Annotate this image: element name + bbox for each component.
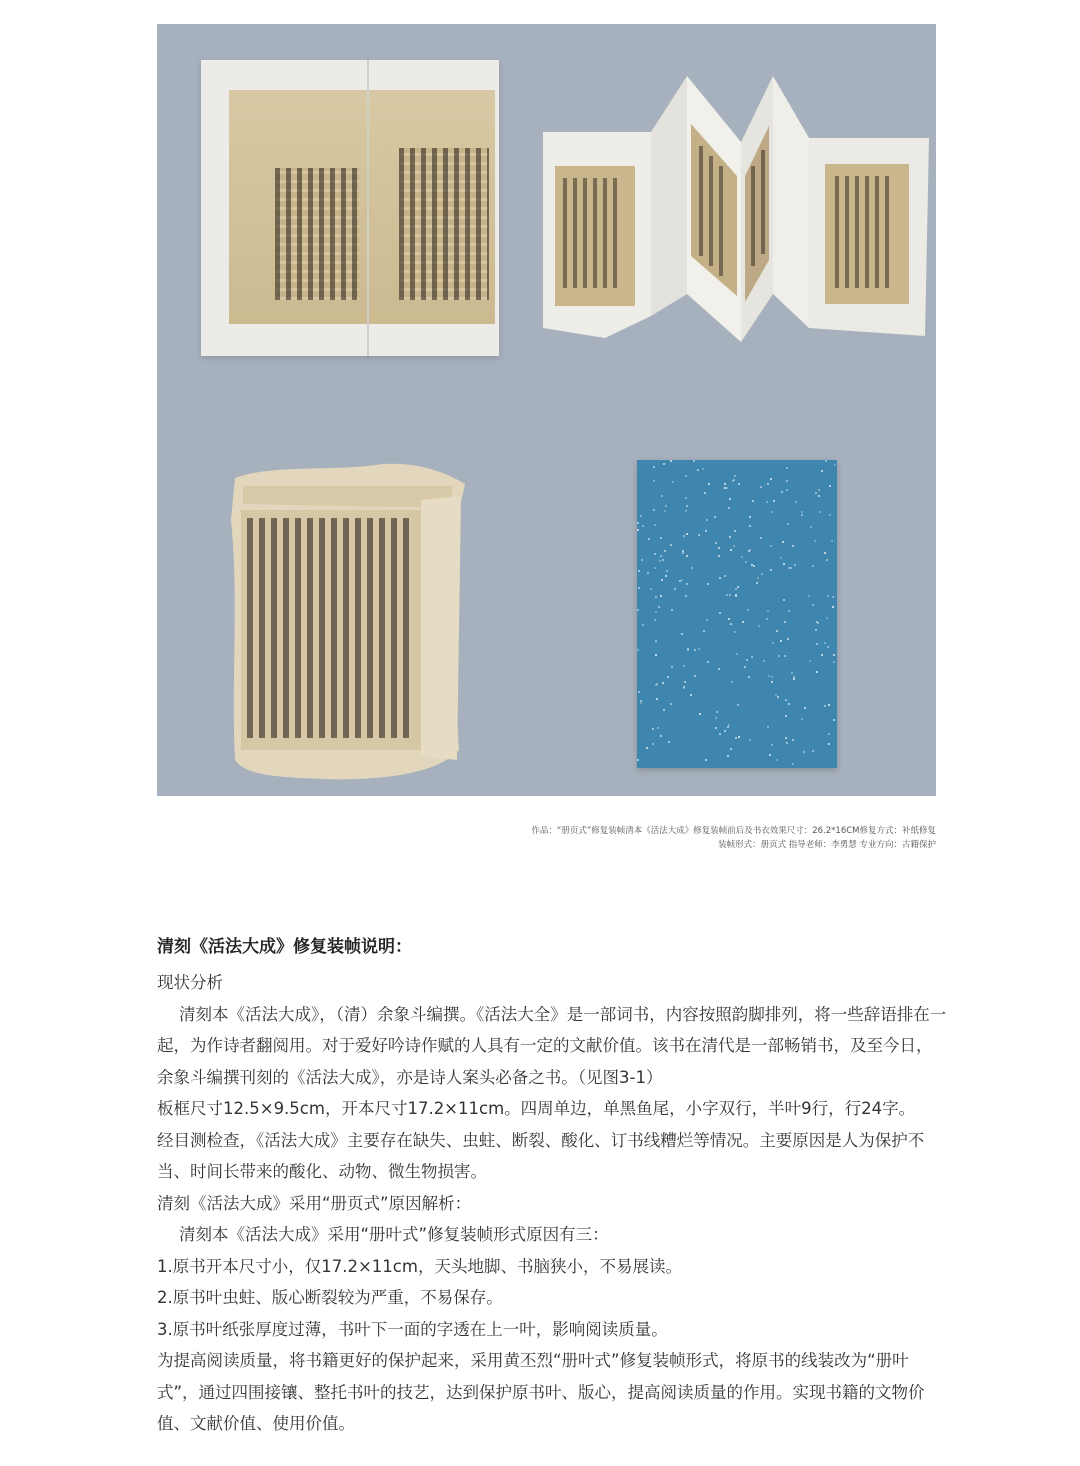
cover-speckle xyxy=(827,646,829,648)
cover-speckle xyxy=(653,466,655,468)
cover-speckle xyxy=(773,500,775,502)
cover-speckle xyxy=(768,675,770,677)
cover-speckle xyxy=(686,583,688,585)
cover-speckle xyxy=(760,537,762,539)
cover-speckle xyxy=(758,625,760,627)
cover-speckle xyxy=(685,510,687,512)
cover-speckle xyxy=(788,703,790,705)
cover-speckle xyxy=(656,698,658,700)
cover-speckle xyxy=(705,530,707,532)
cover-speckle xyxy=(734,631,736,633)
cover-speckle xyxy=(744,666,746,668)
cover-speckle xyxy=(745,561,747,563)
damaged-original-leaf-photo xyxy=(213,460,475,790)
cover-speckle xyxy=(824,642,826,644)
cover-speckle xyxy=(785,737,787,739)
cover-speckle xyxy=(752,500,754,502)
cover-speckle xyxy=(642,624,644,626)
cover-speckle xyxy=(748,676,750,678)
cover-speckle xyxy=(706,519,708,521)
cover-speckle xyxy=(792,545,794,547)
cover-speckle xyxy=(804,707,806,709)
cover-speckle xyxy=(659,560,661,562)
cover-speckle xyxy=(656,683,658,685)
cover-speckle xyxy=(801,511,803,513)
cover-speckle xyxy=(815,629,817,631)
cover-speckle xyxy=(637,522,639,524)
cover-speckle xyxy=(641,559,643,561)
cover-speckle xyxy=(741,556,743,558)
cover-speckle xyxy=(828,704,830,706)
reason-item-3: 3.原书叶纸张厚度过薄，书叶下一面的字透在上一叶，影响阅读质量。 xyxy=(157,1319,668,1339)
cover-speckle xyxy=(826,617,828,619)
cover-speckle xyxy=(749,739,751,741)
cover-speckle xyxy=(731,681,733,683)
cover-speckle xyxy=(664,510,666,512)
cover-speckle xyxy=(702,468,704,470)
cover-speckle xyxy=(658,606,660,608)
cover-speckle xyxy=(665,505,667,507)
cover-speckle xyxy=(655,611,657,613)
cover-speckle xyxy=(776,759,778,761)
caption-line-2: 装帧形式：册页式 指导老师：李勇慧 专业方向：古籍保护 xyxy=(718,840,936,850)
cover-speckle xyxy=(686,555,688,557)
cover-speckle xyxy=(767,726,769,728)
cover-speckle xyxy=(661,579,663,581)
cover-speckle xyxy=(770,545,772,547)
cover-speckle xyxy=(681,579,683,581)
cover-speckle xyxy=(812,750,814,752)
cover-speckle xyxy=(698,648,700,650)
cover-speckle xyxy=(670,460,672,462)
cover-speckle xyxy=(783,599,785,601)
cover-speckle xyxy=(686,505,688,507)
cover-speckle xyxy=(782,541,784,543)
cover-speckle xyxy=(660,537,662,539)
cover-speckle xyxy=(726,487,728,489)
cover-speckle xyxy=(801,718,803,720)
cover-speckle xyxy=(638,587,640,589)
cover-speckle xyxy=(638,691,640,693)
cover-speckle xyxy=(737,586,739,588)
cover-speckle xyxy=(829,485,831,487)
cover-speckle xyxy=(766,618,768,620)
cover-speckle xyxy=(655,640,657,642)
cover-speckle xyxy=(648,538,650,540)
cover-speckle xyxy=(642,525,644,527)
cover-speckle xyxy=(736,653,738,655)
photo-panel xyxy=(157,24,936,796)
cover-speckle xyxy=(808,595,810,597)
cover-speckle xyxy=(686,533,688,535)
cover-speckle xyxy=(703,630,705,632)
cover-speckle xyxy=(724,487,726,489)
cover-speckle xyxy=(771,744,773,746)
reason-item-1: 1.原书开本尺寸小，仅17.2×11cm，天头地脚、书脑狭小，不易展读。 xyxy=(157,1256,682,1276)
caption-line-1: 作品：“册页式”修复装帧清本《活法大成》修复装帧前后及书衣效果尺寸：26.2*16CM修复方式：补纸修复 xyxy=(531,826,936,836)
cover-speckle xyxy=(821,654,823,656)
cover-speckle xyxy=(655,596,657,598)
cover-speckle xyxy=(737,704,739,706)
cover-speckle xyxy=(749,516,751,518)
cover-speckle xyxy=(776,630,778,632)
cover-speckle xyxy=(784,621,786,623)
cover-speckle xyxy=(653,480,655,482)
cover-speckle xyxy=(671,666,673,668)
cover-speckle xyxy=(727,755,729,757)
cover-speckle xyxy=(694,675,696,677)
cover-speckle xyxy=(803,751,805,753)
cover-speckle xyxy=(728,507,730,509)
cover-speckle xyxy=(691,567,693,569)
cover-speckle xyxy=(833,654,835,656)
cover-speckle xyxy=(670,703,672,705)
cover-speckle xyxy=(824,552,826,554)
cover-speckle xyxy=(742,621,744,623)
cover-speckle xyxy=(640,702,642,704)
cover-speckle xyxy=(697,469,699,471)
cover-speckle xyxy=(816,643,818,645)
cover-speckle xyxy=(694,649,696,651)
cover-speckle xyxy=(665,575,667,577)
cover-speckle xyxy=(715,727,717,729)
cover-speckle xyxy=(832,606,834,608)
cover-speckle xyxy=(637,649,639,651)
cover-speckle xyxy=(726,594,728,596)
article-title: 清刻《活法大成》修复装帧说明： xyxy=(157,937,412,957)
cover-speckle xyxy=(698,534,700,536)
paragraph-inspection: 经目测检查，《活法大成》主要存在缺失、虫蛀、断裂、酸化、订书线糟烂等情况。主要原因是人为保护不当、时间长带来的酸化、动物、微生物损害。 xyxy=(157,1130,925,1181)
cover-speckle xyxy=(814,540,816,542)
cover-speckle xyxy=(783,563,785,565)
cover-speckle xyxy=(781,491,783,493)
cover-speckle xyxy=(792,739,794,741)
cover-speckle xyxy=(831,540,833,542)
cover-speckle xyxy=(672,481,674,483)
cover-speckle xyxy=(657,727,659,729)
cover-speckle xyxy=(809,660,811,662)
cover-speckle xyxy=(828,743,830,745)
cover-speckle xyxy=(654,567,656,569)
cover-speckle xyxy=(829,514,831,516)
cover-speckle xyxy=(724,483,726,485)
cover-speckle xyxy=(681,633,683,635)
cover-speckle xyxy=(792,763,794,765)
cover-speckle xyxy=(646,747,648,749)
cover-speckle xyxy=(746,659,748,661)
cover-speckle xyxy=(663,463,665,465)
cover-speckle xyxy=(753,565,755,567)
cover-speckle xyxy=(727,726,729,728)
cover-speckle xyxy=(683,535,685,537)
cover-speckle xyxy=(827,595,829,597)
cover-speckle xyxy=(763,660,765,662)
cover-speckle xyxy=(683,686,685,688)
cover-speckle xyxy=(769,754,771,756)
cover-speckle xyxy=(732,480,734,482)
cover-speckle xyxy=(826,559,828,561)
cover-speckle xyxy=(735,595,737,597)
cover-speckle xyxy=(810,526,812,528)
paragraph-intro: 清刻本《活法大成》，（清）余象斗编撰。《活法大全》是一部词书，内容按照韵脚排列，将一些辞语排在一起，为作诗者翻阅用。对于爱好吟诗作赋的人具有一定的文献价值。该书在清代是一部畅销书，及至今日，余象斗编撰刊刻的《活法大成》，亦是诗人案头必备之书。（见图3-1） xyxy=(157,1004,947,1087)
cover-speckle xyxy=(771,681,773,683)
cover-speckle xyxy=(647,572,649,574)
cover-speckle xyxy=(654,553,656,555)
cover-speckle xyxy=(693,460,695,462)
cover-speckle xyxy=(766,501,768,503)
section-heading-reason: 清刻《活法大成》采用“册页式”原因解析： xyxy=(157,1193,472,1213)
cover-speckle xyxy=(817,622,819,624)
cover-speckle xyxy=(699,713,701,715)
cover-speckle xyxy=(747,609,749,611)
paragraph-dimensions: 板框尺寸12.5×9.5cm，开本尺寸17.2×11cm。四周单边，单黑鱼尾，小字双行，半叶9行，行24字。 xyxy=(157,1099,916,1118)
cover-speckle xyxy=(818,495,820,497)
cover-speckle xyxy=(834,464,836,466)
cover-speckle xyxy=(734,530,736,532)
blue-cover-photo xyxy=(637,460,837,768)
cover-speckle xyxy=(788,567,790,569)
cover-speckle xyxy=(685,497,687,499)
cover-speckle xyxy=(654,524,656,526)
cover-speckle xyxy=(788,610,790,612)
cover-speckle xyxy=(730,748,732,750)
paragraph-conclusion: 为提高阅读质量，将书籍更好的保护起来，采用黄丕烈“册叶式”修复装帧形式，将原书的线装改为“册叶式”，通过四围接镶、整托书叶的技艺，达到保护原书叶、版心，提高阅读质量的作用。实现书籍的文物价值、文献价值、使用价值。 xyxy=(157,1351,925,1433)
cover-speckle xyxy=(790,567,792,569)
cover-speckle xyxy=(787,523,789,525)
cover-speckle xyxy=(707,661,709,663)
cover-speckle xyxy=(818,489,820,491)
cover-speckle xyxy=(638,570,640,572)
cover-speckle xyxy=(786,467,788,469)
cover-speckle xyxy=(824,705,826,707)
cover-speckle xyxy=(777,696,779,698)
restored-book-spread-photo xyxy=(201,60,499,356)
cover-speckle xyxy=(738,483,740,485)
cover-speckle xyxy=(786,742,788,744)
cover-speckle xyxy=(637,609,639,611)
cover-speckle xyxy=(772,642,774,644)
cover-speckle xyxy=(832,596,834,598)
cover-speckle xyxy=(816,671,818,673)
cover-speckle xyxy=(738,736,740,738)
cover-speckle xyxy=(780,557,782,559)
article xyxy=(157,934,947,1440)
cover-speckle xyxy=(786,480,788,482)
cover-speckle xyxy=(667,676,669,678)
paragraph-reasons-intro: 清刻本《活法大成》采用“册叶式”修复装帧形式原因有三： xyxy=(179,1225,609,1244)
cover-speckle xyxy=(674,588,676,590)
cover-speckle xyxy=(767,483,769,485)
cover-speckle xyxy=(833,661,835,663)
cover-speckle xyxy=(706,619,708,621)
cover-speckle xyxy=(687,649,689,651)
cover-speckle xyxy=(724,575,726,577)
cover-speckle xyxy=(795,501,797,503)
cover-speckle xyxy=(724,730,726,732)
cover-speckle xyxy=(780,640,782,642)
cover-speckle xyxy=(728,618,730,620)
right-page-text xyxy=(399,148,489,300)
cover-speckle xyxy=(756,582,758,584)
reason-item-2: 2.原书叶虫蛀、版心断裂较为严重，不易保存。 xyxy=(157,1288,503,1307)
cover-speckle xyxy=(770,569,772,571)
cover-speckle xyxy=(729,536,731,538)
cover-speckle xyxy=(735,588,737,590)
cover-speckle xyxy=(708,483,710,485)
cover-speckle xyxy=(749,549,751,551)
cover-speckle xyxy=(761,573,763,575)
cover-speckle xyxy=(728,724,730,726)
cover-speckle xyxy=(707,583,709,585)
cover-speckle xyxy=(833,719,835,721)
cover-speckle xyxy=(730,549,732,551)
cover-speckle xyxy=(787,638,789,640)
cover-speckle xyxy=(653,509,655,511)
cover-speckle xyxy=(719,733,721,735)
cover-speckle xyxy=(718,555,720,557)
cover-speckle xyxy=(670,544,672,546)
cover-speckle xyxy=(733,545,735,547)
cover-speckle xyxy=(785,715,787,717)
cover-speckle xyxy=(751,656,753,658)
cover-speckle xyxy=(767,610,769,612)
cover-speckle xyxy=(786,489,788,491)
cover-speckle xyxy=(749,525,751,527)
cover-speckle xyxy=(778,655,780,657)
cover-speckle xyxy=(661,495,663,497)
cover-speckle xyxy=(715,542,717,544)
cover-speckle xyxy=(825,460,827,462)
cover-speckle xyxy=(640,515,642,517)
cover-speckle xyxy=(660,555,662,557)
cover-speckle xyxy=(751,564,753,566)
cover-speckle xyxy=(663,709,665,711)
cover-speckle xyxy=(684,681,686,683)
cover-speckle xyxy=(652,743,654,745)
cover-speckle xyxy=(821,470,823,472)
cover-speckle xyxy=(716,711,718,713)
cover-speckle xyxy=(637,529,639,531)
cover-speckle xyxy=(771,511,773,513)
cover-speckle xyxy=(655,654,657,656)
cover-speckle xyxy=(668,741,670,743)
cover-speckle xyxy=(770,478,772,480)
cover-speckle xyxy=(685,475,687,477)
cover-speckle xyxy=(671,609,673,611)
cover-speckle xyxy=(729,594,731,596)
cover-speckle xyxy=(719,612,721,614)
cover-speckle xyxy=(819,511,821,513)
cover-speckle xyxy=(828,733,830,735)
figure-caption xyxy=(476,824,936,852)
cover-speckle xyxy=(719,577,721,579)
cover-speckle xyxy=(690,694,692,696)
cover-speckle xyxy=(793,678,795,680)
cover-speckle xyxy=(715,717,717,719)
cover-speckle xyxy=(705,759,707,761)
cover-speckle xyxy=(718,547,720,549)
cover-speckle xyxy=(666,570,668,572)
cover-speckle xyxy=(650,588,652,590)
cover-speckle xyxy=(791,672,793,674)
cover-speckle xyxy=(771,676,773,678)
cover-speckle xyxy=(682,552,684,554)
cover-speckle xyxy=(654,619,656,621)
accordion-album-photo xyxy=(539,46,931,342)
cover-speckle xyxy=(718,668,720,670)
cover-speckle xyxy=(662,682,664,684)
cover-speckle xyxy=(730,623,732,625)
cover-speckle xyxy=(652,728,654,730)
cover-speckle xyxy=(757,577,759,579)
cover-speckle xyxy=(660,595,662,597)
cover-speckle xyxy=(735,737,737,739)
cover-speckle xyxy=(785,699,787,701)
cover-speckle xyxy=(784,655,786,657)
cover-speckle xyxy=(685,595,687,597)
cover-speckle xyxy=(812,565,814,567)
cover-speckle xyxy=(734,475,736,477)
cover-speckle xyxy=(760,486,762,488)
cover-speckle xyxy=(664,550,666,552)
cover-speckle xyxy=(794,564,796,566)
section-heading-status: 现状分析 xyxy=(157,973,223,992)
cover-speckle xyxy=(812,604,814,606)
cover-speckle xyxy=(815,492,817,494)
cover-speckle xyxy=(801,514,803,516)
cover-speckle xyxy=(729,498,731,500)
cover-speckle xyxy=(660,735,662,737)
cover-speckle xyxy=(683,665,685,667)
cover-speckle xyxy=(637,759,639,761)
left-page-text xyxy=(275,168,359,300)
cover-speckle xyxy=(704,492,706,494)
cover-speckle xyxy=(662,559,664,561)
cover-speckle xyxy=(714,516,716,518)
